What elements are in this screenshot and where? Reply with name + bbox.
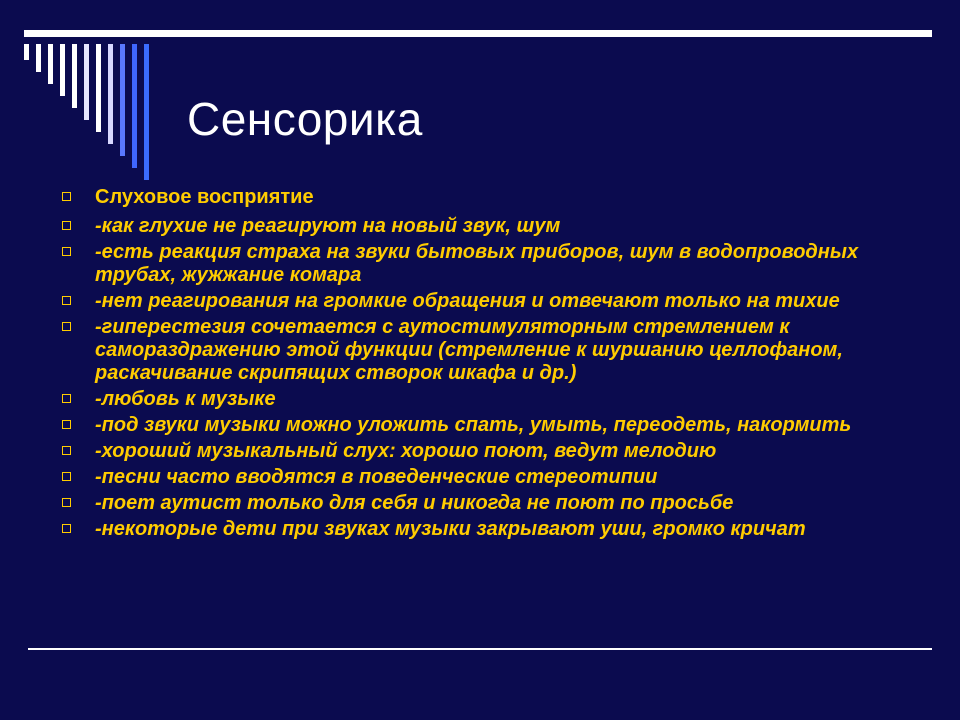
stripe xyxy=(36,44,41,72)
list-item xyxy=(60,492,880,515)
list-item-text: -под звуки музыки можно уложить спать, умыть, переодеть, накормить xyxy=(95,414,852,436)
stripe xyxy=(24,44,29,60)
bottom-rule xyxy=(28,648,932,650)
square-bullet-icon xyxy=(62,446,71,455)
square-bullet-icon xyxy=(62,247,71,256)
list-item xyxy=(60,440,880,463)
top-rule xyxy=(24,30,932,37)
stripe xyxy=(120,44,125,156)
square-bullet-icon xyxy=(62,322,71,331)
list-item-text: -как глухие не реагируют на новый звук, шум xyxy=(95,215,561,237)
list-item-text: -песни часто вводятся в поведенческие стереотипии xyxy=(95,466,658,488)
list-item-text: -есть реакция страха на звуки бытовых приборов, шум в водопроводных трубах, жужжание комара xyxy=(95,241,859,286)
list-item xyxy=(60,186,880,209)
bullet-list xyxy=(60,186,880,544)
list-item xyxy=(60,290,880,313)
stripe xyxy=(144,44,149,180)
square-bullet-icon xyxy=(62,472,71,481)
list-item-text: Слуховое восприятие xyxy=(95,186,314,208)
list-item xyxy=(60,316,880,385)
list-item xyxy=(60,466,880,489)
stripe xyxy=(84,44,89,120)
stripe xyxy=(48,44,53,84)
list-item xyxy=(60,518,880,541)
list-item-text: -некоторые дети при звуках музыки закрывают уши, громко кричат xyxy=(95,518,806,540)
list-item xyxy=(60,414,880,437)
square-bullet-icon xyxy=(62,524,71,533)
square-bullet-icon xyxy=(62,394,71,403)
square-bullet-icon xyxy=(62,420,71,429)
square-bullet-icon xyxy=(62,192,71,201)
stripe xyxy=(108,44,113,144)
list-item-text: -поет аутист только для себя и никогда не поют по просьбе xyxy=(95,492,734,514)
square-bullet-icon xyxy=(62,296,71,305)
decorative-stripes xyxy=(24,44,164,204)
list-item xyxy=(60,215,880,238)
stripe xyxy=(96,44,101,132)
stripe xyxy=(72,44,77,108)
page-title: Сенсорика xyxy=(187,93,423,145)
square-bullet-icon xyxy=(62,221,71,230)
stripe xyxy=(60,44,65,96)
list-item-text: -хороший музыкальный слух: хорошо поют, ведут мелодию xyxy=(95,440,717,462)
list-item-text: -гиперестезия сочетается с аутостимуляторным стремлением к самораздражению этой функции (стремление к шуршанию целлофаном, раскачивание скрипящих створок шкафа и др.) xyxy=(95,316,843,384)
list-item xyxy=(60,241,880,287)
square-bullet-icon xyxy=(62,498,71,507)
list-item xyxy=(60,388,880,411)
list-item-text: -любовь к музыке xyxy=(95,388,276,410)
stripe xyxy=(132,44,137,168)
list-item-text: -нет реагирования на громкие обращения и отвечают только на тихие xyxy=(95,290,840,312)
